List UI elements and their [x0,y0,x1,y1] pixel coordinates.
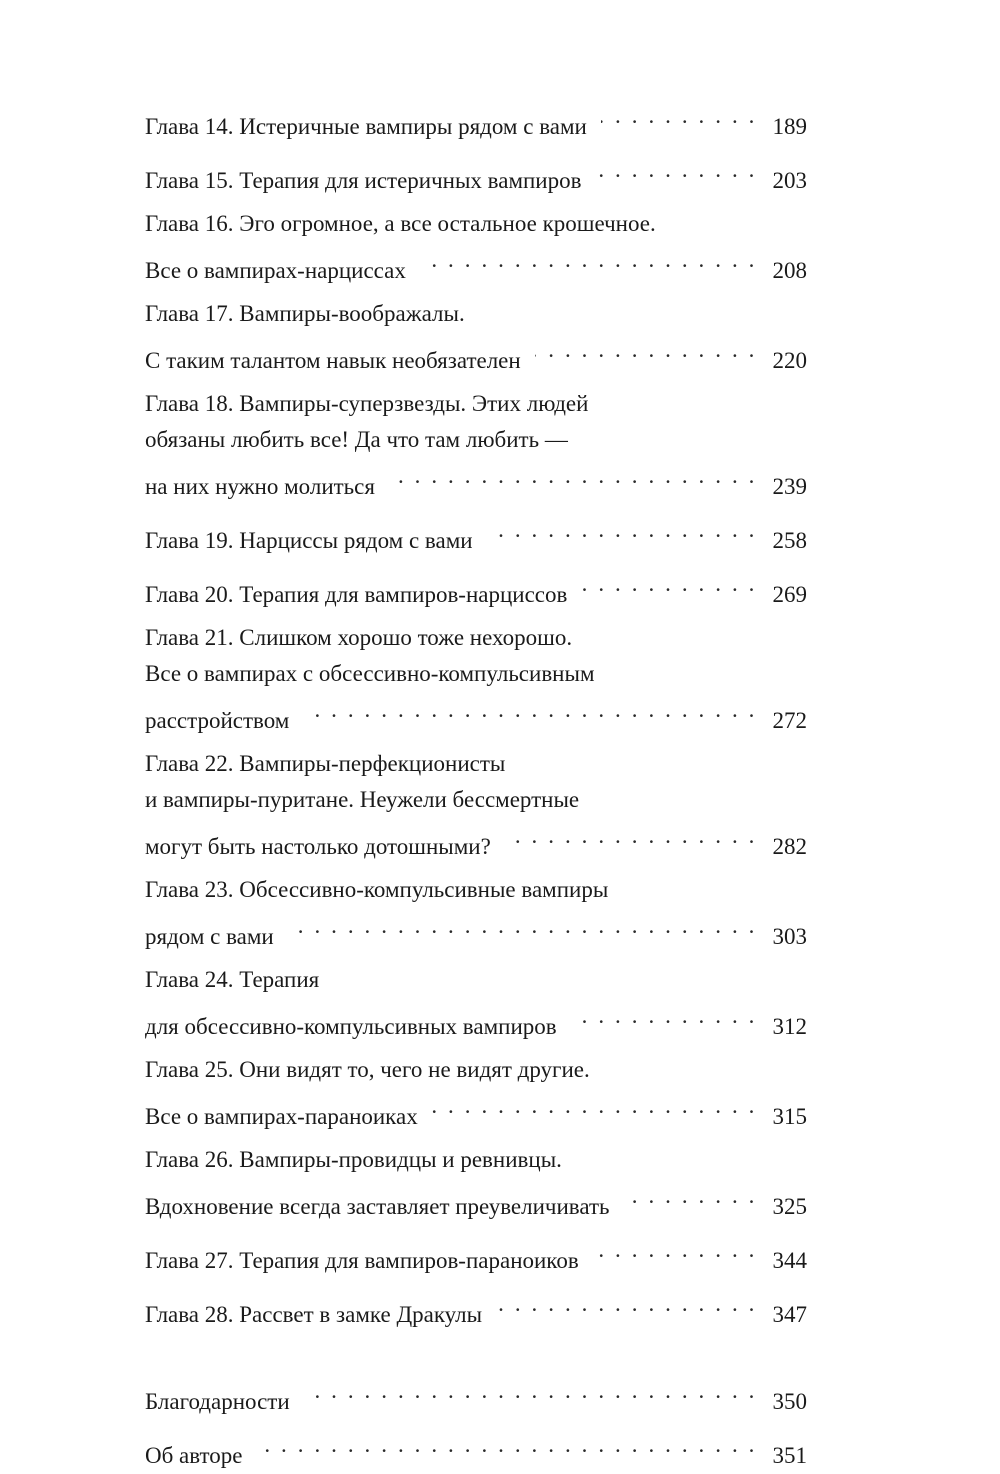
page-number: 344 [772,1248,807,1273]
entry-last-line [145,332,807,379]
chapter-entry[interactable] [145,152,807,199]
page-number: 351 [772,1443,807,1468]
chapter-entry[interactable] [145,512,807,559]
page-number: 303 [772,924,807,949]
entry-title-line: Вдохновение всегда заставляет преувеличивать [145,1194,610,1219]
entry-title-line: Глава 18. Вампиры-суперзвезды. Этих людей [145,391,589,416]
dot-leader [288,908,757,944]
page-number: 347 [772,1302,807,1327]
chapter-entry[interactable] [145,1286,807,1333]
dot-leader [571,998,757,1034]
dot-leader [432,1088,757,1124]
page-number: 312 [772,1014,807,1039]
entry-last-line [145,98,807,145]
dot-leader [257,1427,757,1463]
entry-last-line [145,1178,807,1225]
entry-title-line: расстройством [145,708,290,733]
dot-leader [535,332,757,368]
entry-title-line: Глава 16. Эго огромное, а все остальное крошечное. [145,211,656,236]
entry-last-line [145,1286,807,1333]
chapter-entry[interactable] [145,206,807,289]
entry-title-line: и вампиры-пуритане. Неужели бессмертные [145,787,580,812]
back-matter-list [145,1373,807,1474]
dot-leader [303,692,757,728]
dot-leader [389,458,757,494]
entry-last-line [145,908,807,955]
dot-leader [420,242,757,278]
chapter-entry[interactable] [145,566,807,613]
entry-last-line [145,152,807,199]
entry-last-line [145,1232,807,1279]
entry-title-line: Глава 22. Вампиры-перфекционисты [145,751,506,776]
entry-title-line: Глава 25. Они видят то, чего не видят другие. [145,1057,590,1082]
dot-leader [595,152,757,188]
entry-title-line: С таким талантом навык необязателен [145,348,521,373]
page-number: 220 [772,348,807,373]
dot-leader [505,818,757,854]
chapter-entry[interactable] [145,98,807,145]
chapter-entry[interactable] [145,386,807,505]
entry-title-line: для обсессивно-компульсивных вампиров [145,1014,557,1039]
page-number: 325 [772,1194,807,1219]
entry-title-line: Все о вампирах-параноиках [145,1104,418,1129]
page-number: 203 [772,168,807,193]
page-number: 208 [772,258,807,283]
dot-leader [581,566,757,602]
entry-last-line [145,566,807,613]
entry-title-line: Глава 27. Терапия для вампиров-параноиков [145,1248,579,1273]
entry-last-line [145,692,807,739]
entry-title-line: могут быть настолько дотошными? [145,834,491,859]
section-gap [145,1333,807,1373]
page-number: 282 [772,834,807,859]
entry-title-line: Глава 17. Вампиры-воображалы. [145,301,465,326]
dot-leader [487,512,757,548]
entry-title-line: Глава 19. Нарциссы рядом с вами [145,528,473,553]
entry-last-line [145,1427,807,1474]
page-number: 269 [772,582,807,607]
chapter-entry[interactable] [145,746,807,865]
entry-title-line: Глава 20. Терапия для вампиров-нарциссов [145,582,568,607]
entry-last-line [145,818,807,865]
chapter-entry[interactable] [145,296,807,379]
table-of-contents [145,98,807,1474]
dot-leader [304,1373,757,1409]
page-number: 239 [772,474,807,499]
entry-title-line: рядом с вами [145,924,274,949]
entry-last-line [145,242,807,289]
entry-title-line: Все о вампирах с обсессивно-компульсивным [145,661,595,686]
page-number: 315 [772,1104,807,1129]
chapter-entry[interactable] [145,1142,807,1225]
dot-leader [624,1178,757,1214]
entry-last-line [145,512,807,559]
entry-title-line: Об авторе [145,1443,243,1468]
entry-title-line: Глава 24. Терапия [145,967,320,992]
chapter-list [145,98,807,1333]
entry-last-line [145,1373,807,1420]
entry-title-line: Глава 15. Терапия для истеричных вампиров [145,168,582,193]
entry-title-line: Благодарности [145,1389,290,1414]
entry-title-line: Глава 14. Истеричные вампиры рядом с вами [145,114,587,139]
page-number: 272 [772,708,807,733]
entry-title-line: Глава 26. Вампиры-провидцы и ревнивцы. [145,1147,562,1172]
back-matter-entry[interactable] [145,1427,807,1474]
entry-title-line: Глава 21. Слишком хорошо тоже нехорошо. [145,625,573,650]
entry-title-line: Глава 28. Рассвет в замке Дракулы [145,1302,483,1327]
dot-leader [593,1232,757,1268]
entry-last-line [145,998,807,1045]
page-number: 189 [772,114,807,139]
dot-leader [601,98,757,134]
entry-title-line: Глава 23. Обсессивно-компульсивные вампиры [145,877,609,902]
entry-title-line: обязаны любить все! Да что там любить — [145,427,568,452]
page-number: 258 [772,528,807,553]
chapter-entry[interactable] [145,1052,807,1135]
entry-title-line: Все о вампирах-нарциссах [145,258,406,283]
chapter-entry[interactable] [145,620,807,739]
chapter-entry[interactable] [145,872,807,955]
dot-leader [496,1286,757,1322]
chapter-entry[interactable] [145,962,807,1045]
entry-last-line [145,1088,807,1135]
chapter-entry[interactable] [145,1232,807,1279]
back-matter-entry[interactable] [145,1373,807,1420]
page-number: 350 [772,1389,807,1414]
entry-last-line [145,458,807,505]
entry-title-line: на них нужно молиться [145,474,375,499]
